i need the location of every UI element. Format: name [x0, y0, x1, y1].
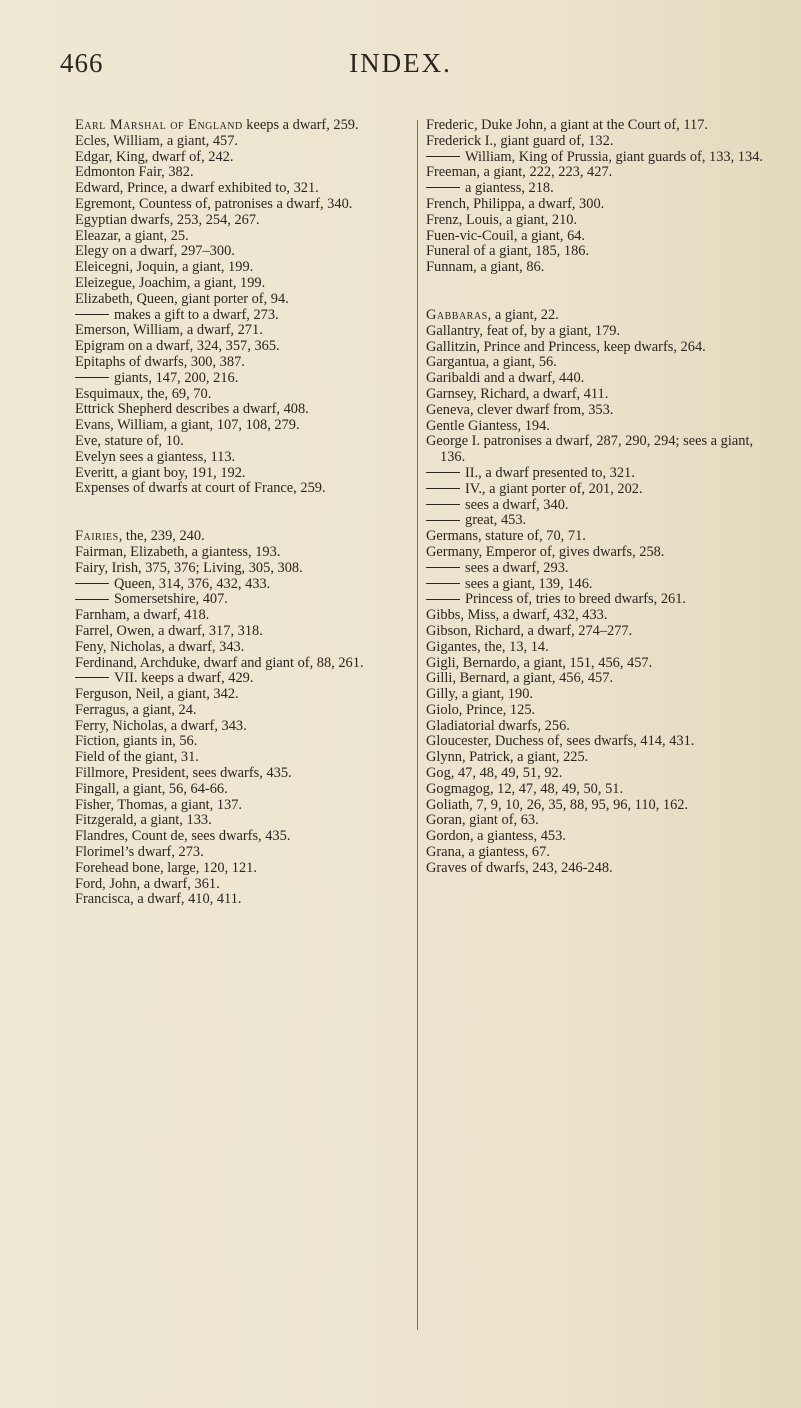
entry-text: Frenz, Louis, a giant, 210.	[426, 211, 578, 228]
entry-text: French, Philippa, a dwarf, 300.	[426, 195, 605, 212]
index-entry	[75, 402, 415, 418]
entry-text: Gilli, Bernard, a giant, 456, 457.	[426, 670, 614, 687]
ditto-dash	[426, 583, 460, 584]
entry-text: sees a dwarf, 340.	[465, 496, 569, 513]
index-entry	[426, 766, 766, 782]
ditto-dash	[426, 504, 460, 505]
index-entry	[75, 734, 415, 750]
index-entry	[426, 403, 766, 419]
index-entry	[426, 829, 766, 845]
index-entry	[75, 181, 415, 197]
entry-text: Gargantua, a giant, 56.	[426, 354, 557, 371]
entry-text: Gallitzin, Prince and Princess, keep dwarfs, 264.	[426, 338, 706, 355]
entry-text: Epitaphs of dwarfs, 300, 387.	[75, 353, 245, 370]
index-entry	[75, 276, 415, 292]
entry-text: Gallantry, feat of, by a giant, 179.	[426, 322, 621, 339]
index-entry	[75, 529, 415, 545]
entry-text: Esquimaux, the, 69, 70.	[75, 385, 212, 402]
index-entry	[75, 640, 415, 656]
entry-text: giants, 147, 200, 216.	[114, 369, 239, 386]
index-entry	[426, 703, 766, 719]
index-entry	[426, 545, 766, 561]
entry-text: Evans, William, a giant, 107, 108, 279.	[75, 417, 300, 434]
entry-text: Field of the giant, 31.	[75, 749, 199, 766]
entry-text: Ferdinand, Archduke, dwarf and giant of, 88, 261.	[75, 654, 364, 671]
entry-text: Forehead bone, large, 120, 121.	[75, 859, 257, 876]
ditto-dash	[426, 599, 460, 600]
entry-text: Glynn, Patrick, a giant, 225.	[426, 749, 589, 766]
index-entry	[426, 671, 766, 687]
entry-text: Francisca, a dwarf, 410, 411.	[75, 891, 242, 908]
entry-text: Farrel, Owen, a dwarf, 317, 318.	[75, 622, 263, 639]
entry-text: Ferry, Nicholas, a dwarf, 343.	[75, 717, 247, 734]
ditto-dash	[426, 187, 460, 188]
index-entry	[75, 798, 415, 814]
index-entry	[426, 244, 766, 260]
index-subentry	[426, 482, 766, 498]
index-entry	[75, 750, 415, 766]
index-subentry	[426, 561, 766, 577]
index-entry	[75, 466, 415, 482]
ditto-dash	[426, 156, 460, 157]
letter-section-gap	[75, 497, 415, 529]
index-entry	[426, 845, 766, 861]
index-entry	[75, 545, 415, 561]
index-entry	[75, 260, 415, 276]
entry-text: Geneva, clever dwarf from, 353.	[426, 401, 614, 418]
entry-text: George I. patronises a dwarf, 287, 290, 294; sees a giant, 136.	[426, 433, 754, 466]
index-subentry	[426, 150, 766, 166]
entry-text: Edward, Prince, a dwarf exhibited to, 321.	[75, 180, 319, 197]
ditto-dash	[75, 599, 109, 600]
ditto-dash	[426, 567, 460, 568]
entry-text: Fillmore, President, sees dwarfs, 435.	[75, 765, 292, 782]
entry-text: Goliath, 7, 9, 10, 26, 35, 88, 95, 96, 110, 162.	[426, 796, 689, 813]
entry-text: , a giant, 22.	[487, 306, 559, 323]
index-entry	[75, 197, 415, 213]
entry-text: William, King of Prussia, giant guards of, 133, 134.	[465, 148, 763, 165]
entry-text: Elizabeth, Queen, giant porter of, 94.	[75, 290, 289, 307]
entry-text: Gibbs, Miss, a dwarf, 432, 433.	[426, 607, 608, 624]
index-entry	[75, 845, 415, 861]
index-entry	[426, 165, 766, 181]
entry-text: Gloucester, Duchess of, sees dwarfs, 414, 431.	[426, 733, 695, 750]
entry-text: Freeman, a giant, 222, 223, 427.	[426, 164, 613, 181]
entry-text: Elegy on a dwarf, 297–300.	[75, 243, 235, 260]
entry-text: Gordon, a giantess, 453.	[426, 828, 566, 845]
index-entry	[75, 813, 415, 829]
entry-text: Goran, giant of, 63.	[426, 812, 539, 829]
index-subentry	[426, 466, 766, 482]
ditto-dash	[75, 677, 109, 678]
entry-text: makes a gift to a dwarf, 273.	[114, 306, 279, 323]
index-subentry	[75, 592, 415, 608]
index-entry	[426, 734, 766, 750]
index-entry	[426, 798, 766, 814]
index-entry	[75, 434, 415, 450]
index-subentry	[426, 577, 766, 593]
section-lead-word: Earl Marshal of England	[75, 117, 243, 133]
index-entry	[426, 719, 766, 735]
index-entry	[426, 861, 766, 877]
running-head: INDEX.	[349, 48, 452, 78]
entry-text: Fiction, giants in, 56.	[75, 733, 198, 750]
index-entry	[75, 292, 415, 308]
entry-text: Gog, 47, 48, 49, 51, 92.	[426, 765, 563, 782]
index-entry	[75, 418, 415, 434]
index-subentry	[75, 577, 415, 593]
ditto-dash	[426, 488, 460, 489]
index-entry	[75, 450, 415, 466]
index-entry	[75, 719, 415, 735]
ditto-dash	[426, 520, 460, 521]
entry-text: Eleicegni, Joquin, a giant, 199.	[75, 259, 254, 276]
entry-text: VII. keeps a dwarf, 429.	[114, 670, 254, 687]
entry-text: Eleizegue, Joachim, a giant, 199.	[75, 274, 266, 291]
entry-text: Egyptian dwarfs, 253, 254, 267.	[75, 211, 260, 228]
entry-text: Fuen-vic-Couil, a giant, 64.	[426, 227, 586, 244]
index-entry	[75, 656, 415, 672]
index-entry	[426, 813, 766, 829]
index-entry	[75, 387, 415, 403]
column-divider	[417, 120, 418, 1330]
entry-text: Frederick I., giant guard of, 132.	[426, 132, 614, 149]
entry-text: Garnsey, Richard, a dwarf, 411.	[426, 385, 609, 402]
ditto-dash	[75, 314, 109, 315]
entry-text: Princess of, tries to breed dwarfs, 261.	[465, 591, 687, 608]
entry-text: Somersetshire, 407.	[114, 591, 228, 608]
entry-text: Farnham, a dwarf, 418.	[75, 607, 210, 624]
entry-text: Eleazar, a giant, 25.	[75, 227, 189, 244]
page-header	[0, 48, 801, 88]
entry-text: IV., a giant porter of, 201, 202.	[465, 480, 643, 497]
ditto-dash	[75, 583, 109, 584]
entry-text: a giantess, 218.	[465, 180, 554, 197]
index-subentry	[75, 671, 415, 687]
index-subentry	[426, 513, 766, 529]
entry-text: Gentle Giantess, 194.	[426, 417, 550, 434]
entry-text: Ettrick Shepherd describes a dwarf, 408.	[75, 401, 309, 418]
index-entry	[75, 782, 415, 798]
index-subentry	[75, 308, 415, 324]
entry-text: Fairman, Elizabeth, a giantess, 193.	[75, 543, 281, 560]
entry-text: II., a dwarf presented to, 321.	[465, 464, 635, 481]
index-entry	[426, 434, 766, 466]
index-entry	[426, 355, 766, 371]
entry-text: , the, 239, 240.	[118, 528, 205, 545]
entry-text: keeps a dwarf, 259.	[242, 117, 359, 133]
index-entry	[426, 308, 766, 324]
index-entry	[426, 529, 766, 545]
entry-text: Gigantes, the, 13, 14.	[426, 638, 549, 655]
index-entry	[75, 355, 415, 371]
index-entry	[426, 340, 766, 356]
entry-text: Gigli, Bernardo, a giant, 151, 456, 457.	[426, 654, 653, 671]
section-lead-word: Gabbaras	[426, 306, 488, 323]
left-column	[75, 118, 415, 908]
entry-text: Gladiatorial dwarfs, 256.	[426, 717, 570, 734]
index-entry	[75, 481, 415, 497]
entry-text: Garibaldi and a dwarf, 440.	[426, 370, 585, 387]
index-entry	[426, 387, 766, 403]
index-entry	[426, 118, 766, 134]
entry-text: Germans, stature of, 70, 71.	[426, 528, 586, 545]
entry-text: Ferragus, a giant, 24.	[75, 701, 197, 718]
index-entry	[75, 339, 415, 355]
entry-text: Gogmagog, 12, 47, 48, 49, 50, 51.	[426, 780, 624, 797]
index-entry	[426, 324, 766, 340]
section-lead-word: Fairies	[75, 528, 119, 545]
entry-text: Expenses of dwarfs at court of France, 259.	[75, 480, 326, 497]
index-entry	[75, 213, 415, 229]
ditto-dash	[75, 377, 109, 378]
index-entry	[75, 861, 415, 877]
entry-text: Fisher, Thomas, a giant, 137.	[75, 796, 243, 813]
index-entry	[75, 608, 415, 624]
entry-text: Germany, Emperor of, gives dwarfs, 258.	[426, 543, 665, 560]
index-entry	[426, 371, 766, 387]
entry-text: Egremont, Countess of, patronises a dwarf, 340.	[75, 195, 353, 212]
entry-text: Florimel’s dwarf, 273.	[75, 844, 204, 861]
index-entry	[75, 229, 415, 245]
entry-text: Funnam, a giant, 86.	[426, 259, 545, 276]
index-entry	[426, 197, 766, 213]
index-entry	[426, 624, 766, 640]
entry-text: Flandres, Count de, sees dwarfs, 435.	[75, 828, 291, 845]
index-entry	[75, 165, 415, 181]
entry-text: Fairy, Irish, 375, 376; Living, 305, 308.	[75, 559, 303, 576]
entry-text: Graves of dwarfs, 243, 246-248.	[426, 859, 613, 876]
index-entry	[75, 687, 415, 703]
index-entry	[426, 750, 766, 766]
entry-text: sees a giant, 139, 146.	[465, 575, 593, 592]
index-entry	[75, 892, 415, 908]
entry-text: Everitt, a giant boy, 191, 192.	[75, 464, 246, 481]
entry-text: Eve, stature of, 10.	[75, 432, 184, 449]
index-entry	[75, 703, 415, 719]
entry-text: Gibson, Richard, a dwarf, 274–277.	[426, 622, 633, 639]
entry-text: Queen, 314, 376, 432, 433.	[114, 575, 271, 592]
page-number: 466	[60, 48, 104, 78]
right-column	[426, 118, 766, 877]
index-entry	[426, 782, 766, 798]
index-subentry	[75, 371, 415, 387]
entry-text: Frederic, Duke John, a giant at the Court of, 117.	[426, 117, 709, 133]
entry-text: Grana, a giantess, 67.	[426, 844, 550, 861]
index-entry	[75, 877, 415, 893]
index-entry	[426, 134, 766, 150]
entry-text: Gilly, a giant, 190.	[426, 686, 533, 703]
index-subentry	[426, 181, 766, 197]
letter-section-gap	[426, 276, 766, 308]
index-entry	[75, 561, 415, 577]
index-entry	[75, 244, 415, 260]
entry-text: Emerson, William, a dwarf, 271.	[75, 322, 263, 339]
entry-text: Ecles, William, a giant, 457.	[75, 132, 239, 149]
entry-text: great, 453.	[465, 512, 527, 529]
index-entry	[426, 213, 766, 229]
entry-text: Fitzgerald, a giant, 133.	[75, 812, 212, 829]
entry-text: Epigram on a dwarf, 324, 357, 365.	[75, 338, 280, 355]
entry-text: Ferguson, Neil, a giant, 342.	[75, 686, 239, 703]
index-entry	[75, 624, 415, 640]
entry-text: Feny, Nicholas, a dwarf, 343.	[75, 638, 245, 655]
index-entry	[75, 134, 415, 150]
index-subentry	[426, 498, 766, 514]
index-entry	[75, 766, 415, 782]
index-entry	[75, 323, 415, 339]
index-entry	[426, 608, 766, 624]
index-entry	[426, 260, 766, 276]
index-entry	[426, 640, 766, 656]
entry-text: sees a dwarf, 293.	[465, 559, 569, 576]
index-entry	[75, 829, 415, 845]
entry-text: Edgar, King, dwarf of, 242.	[75, 148, 234, 165]
index-entry	[426, 687, 766, 703]
entry-text: Evelyn sees a giantess, 113.	[75, 448, 236, 465]
entry-text: Ford, John, a dwarf, 361.	[75, 875, 220, 892]
index-entry	[426, 229, 766, 245]
index-entry	[426, 656, 766, 672]
entry-text: Giolo, Prince, 125.	[426, 701, 536, 718]
index-subentry	[426, 592, 766, 608]
ditto-dash	[426, 472, 460, 473]
index-entry	[75, 118, 415, 134]
index-entry	[75, 150, 415, 166]
entry-text: Edmonton Fair, 382.	[75, 164, 194, 181]
entry-text: Funeral of a giant, 185, 186.	[426, 243, 590, 260]
index-entry	[426, 419, 766, 435]
entry-text: Fingall, a giant, 56, 64-66.	[75, 780, 228, 797]
